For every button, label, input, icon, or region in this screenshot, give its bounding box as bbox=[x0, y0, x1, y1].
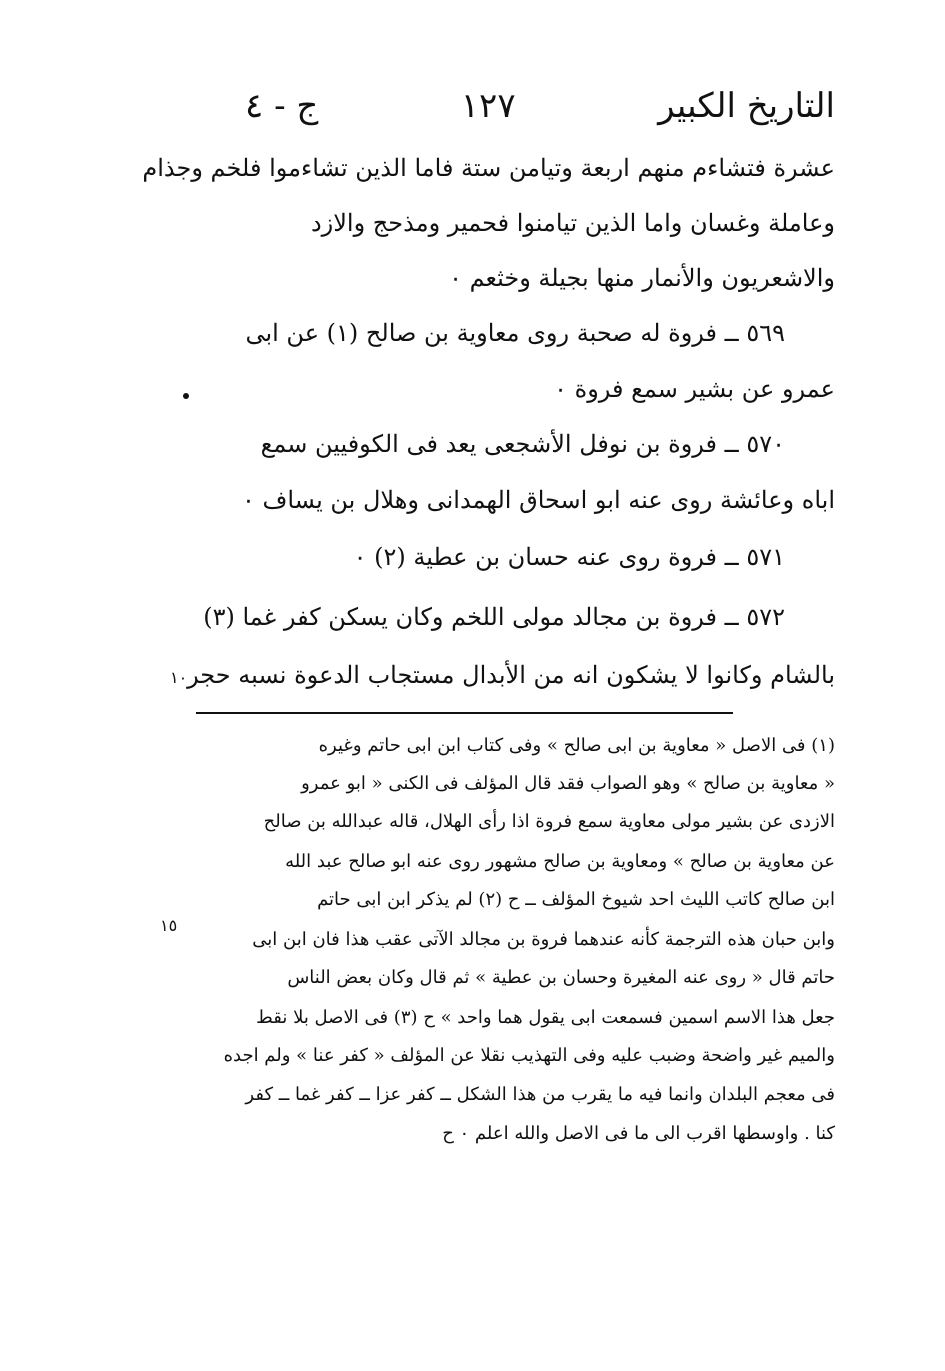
main-text-line: عمرو عن بشير سمع فروة ٠ bbox=[554, 375, 835, 403]
footnote-line: (١) فى الاصل « معاوية بن ابى صالح » وفى كتاب ابن ابى حاتم وغيره bbox=[318, 735, 835, 756]
footnote-line: حاتم قال « روى عنه المغيرة وحسان بن عطية » ثم قال وكان بعض الناس bbox=[287, 967, 835, 988]
main-text-line: والاشعريون والأنمار منها بجيلة وخثعم ٠ bbox=[449, 264, 835, 292]
main-text-line: اباه وعائشة روى عنه ابو اسحاق الهمدانى وهلال بن يساف ٠ bbox=[241, 486, 835, 514]
entry-572-line: ٥٧٢ ــ فروة بن مجالد مولى اللخم وكان يسكن كفر غما (٣) bbox=[203, 603, 785, 631]
footnote-line: والميم غير واضحة وضبب عليه وفى التهذيب نقلا عن المؤلف « كفر عنا » ولم اجده bbox=[223, 1045, 835, 1066]
volume-label: ج - ٤ bbox=[245, 86, 319, 126]
entry-571-line: ٥٧١ ــ فروة روى عنه حسان بن عطية (٢) ٠ bbox=[353, 543, 785, 571]
entry-570-line: ٥٧٠ ــ فروة بن نوفل الأشجعى يعد فى الكوفيين سمع bbox=[260, 430, 785, 458]
footnote-line: فى معجم البلدان وانما فيه ما يقرب من هذا الشكل ــ كفر عزا ــ كفر غما ــ كفر bbox=[245, 1084, 835, 1105]
line-number-marker: ١٠ bbox=[170, 668, 188, 687]
book-title: التاريخ الكبير bbox=[658, 86, 835, 126]
footnote-line: عن معاوية بن صالح » ومعاوية بن صالح مشهور روى عنه ابو صالح عبد الله bbox=[285, 851, 835, 872]
line-number-marker: ١٥ bbox=[160, 916, 178, 935]
footnote-line: الازدى عن بشير مولى معاوية سمع فروة اذا رأى الهلال، قاله عبدالله بن صالح bbox=[263, 811, 835, 832]
footnote-line: وابن حبان هذه الترجمة كأنه عندهما فروة بن مجالد الآتى عقب هذا فان ابن ابى bbox=[252, 929, 835, 950]
main-text-line: بالشام وكانوا لا يشكون انه من الأبدال مستجاب الدعوة نسبه حجر bbox=[187, 661, 835, 689]
footnote-line: كنا . واوسطها اقرب الى ما فى الاصل والله اعلم ٠ ح bbox=[442, 1123, 835, 1144]
page-number: ١٢٧ bbox=[460, 86, 516, 126]
page-header bbox=[245, 80, 835, 132]
footnote-line: جعل هذا الاسم اسمين فسمعت ابى يقول هما واحد » ح (٣) فى الاصل بلا نقط bbox=[256, 1007, 835, 1028]
main-text-line: عشرة فتشاءم منهم اربعة وتيامن ستة فاما الذين تشاءموا فلخم وجذام bbox=[142, 154, 835, 182]
footnote-divider bbox=[196, 712, 733, 714]
margin-dot bbox=[183, 393, 189, 399]
entry-569-line: ٥٦٩ ــ فروة له صحبة روى معاوية بن صالح (١) عن ابى bbox=[245, 319, 785, 347]
main-text-line: وعاملة وغسان واما الذين تيامنوا فحمير ومذحج والازد bbox=[310, 209, 835, 237]
footnote-line: ابن صالح كاتب الليث احد شيوخ المؤلف ــ ح (٢) لم يذكر ابن ابى حاتم bbox=[317, 889, 835, 910]
footnote-line: « معاوية بن صالح » وهو الصواب فقد قال المؤلف فى الكنى « ابو عمرو bbox=[301, 773, 835, 794]
